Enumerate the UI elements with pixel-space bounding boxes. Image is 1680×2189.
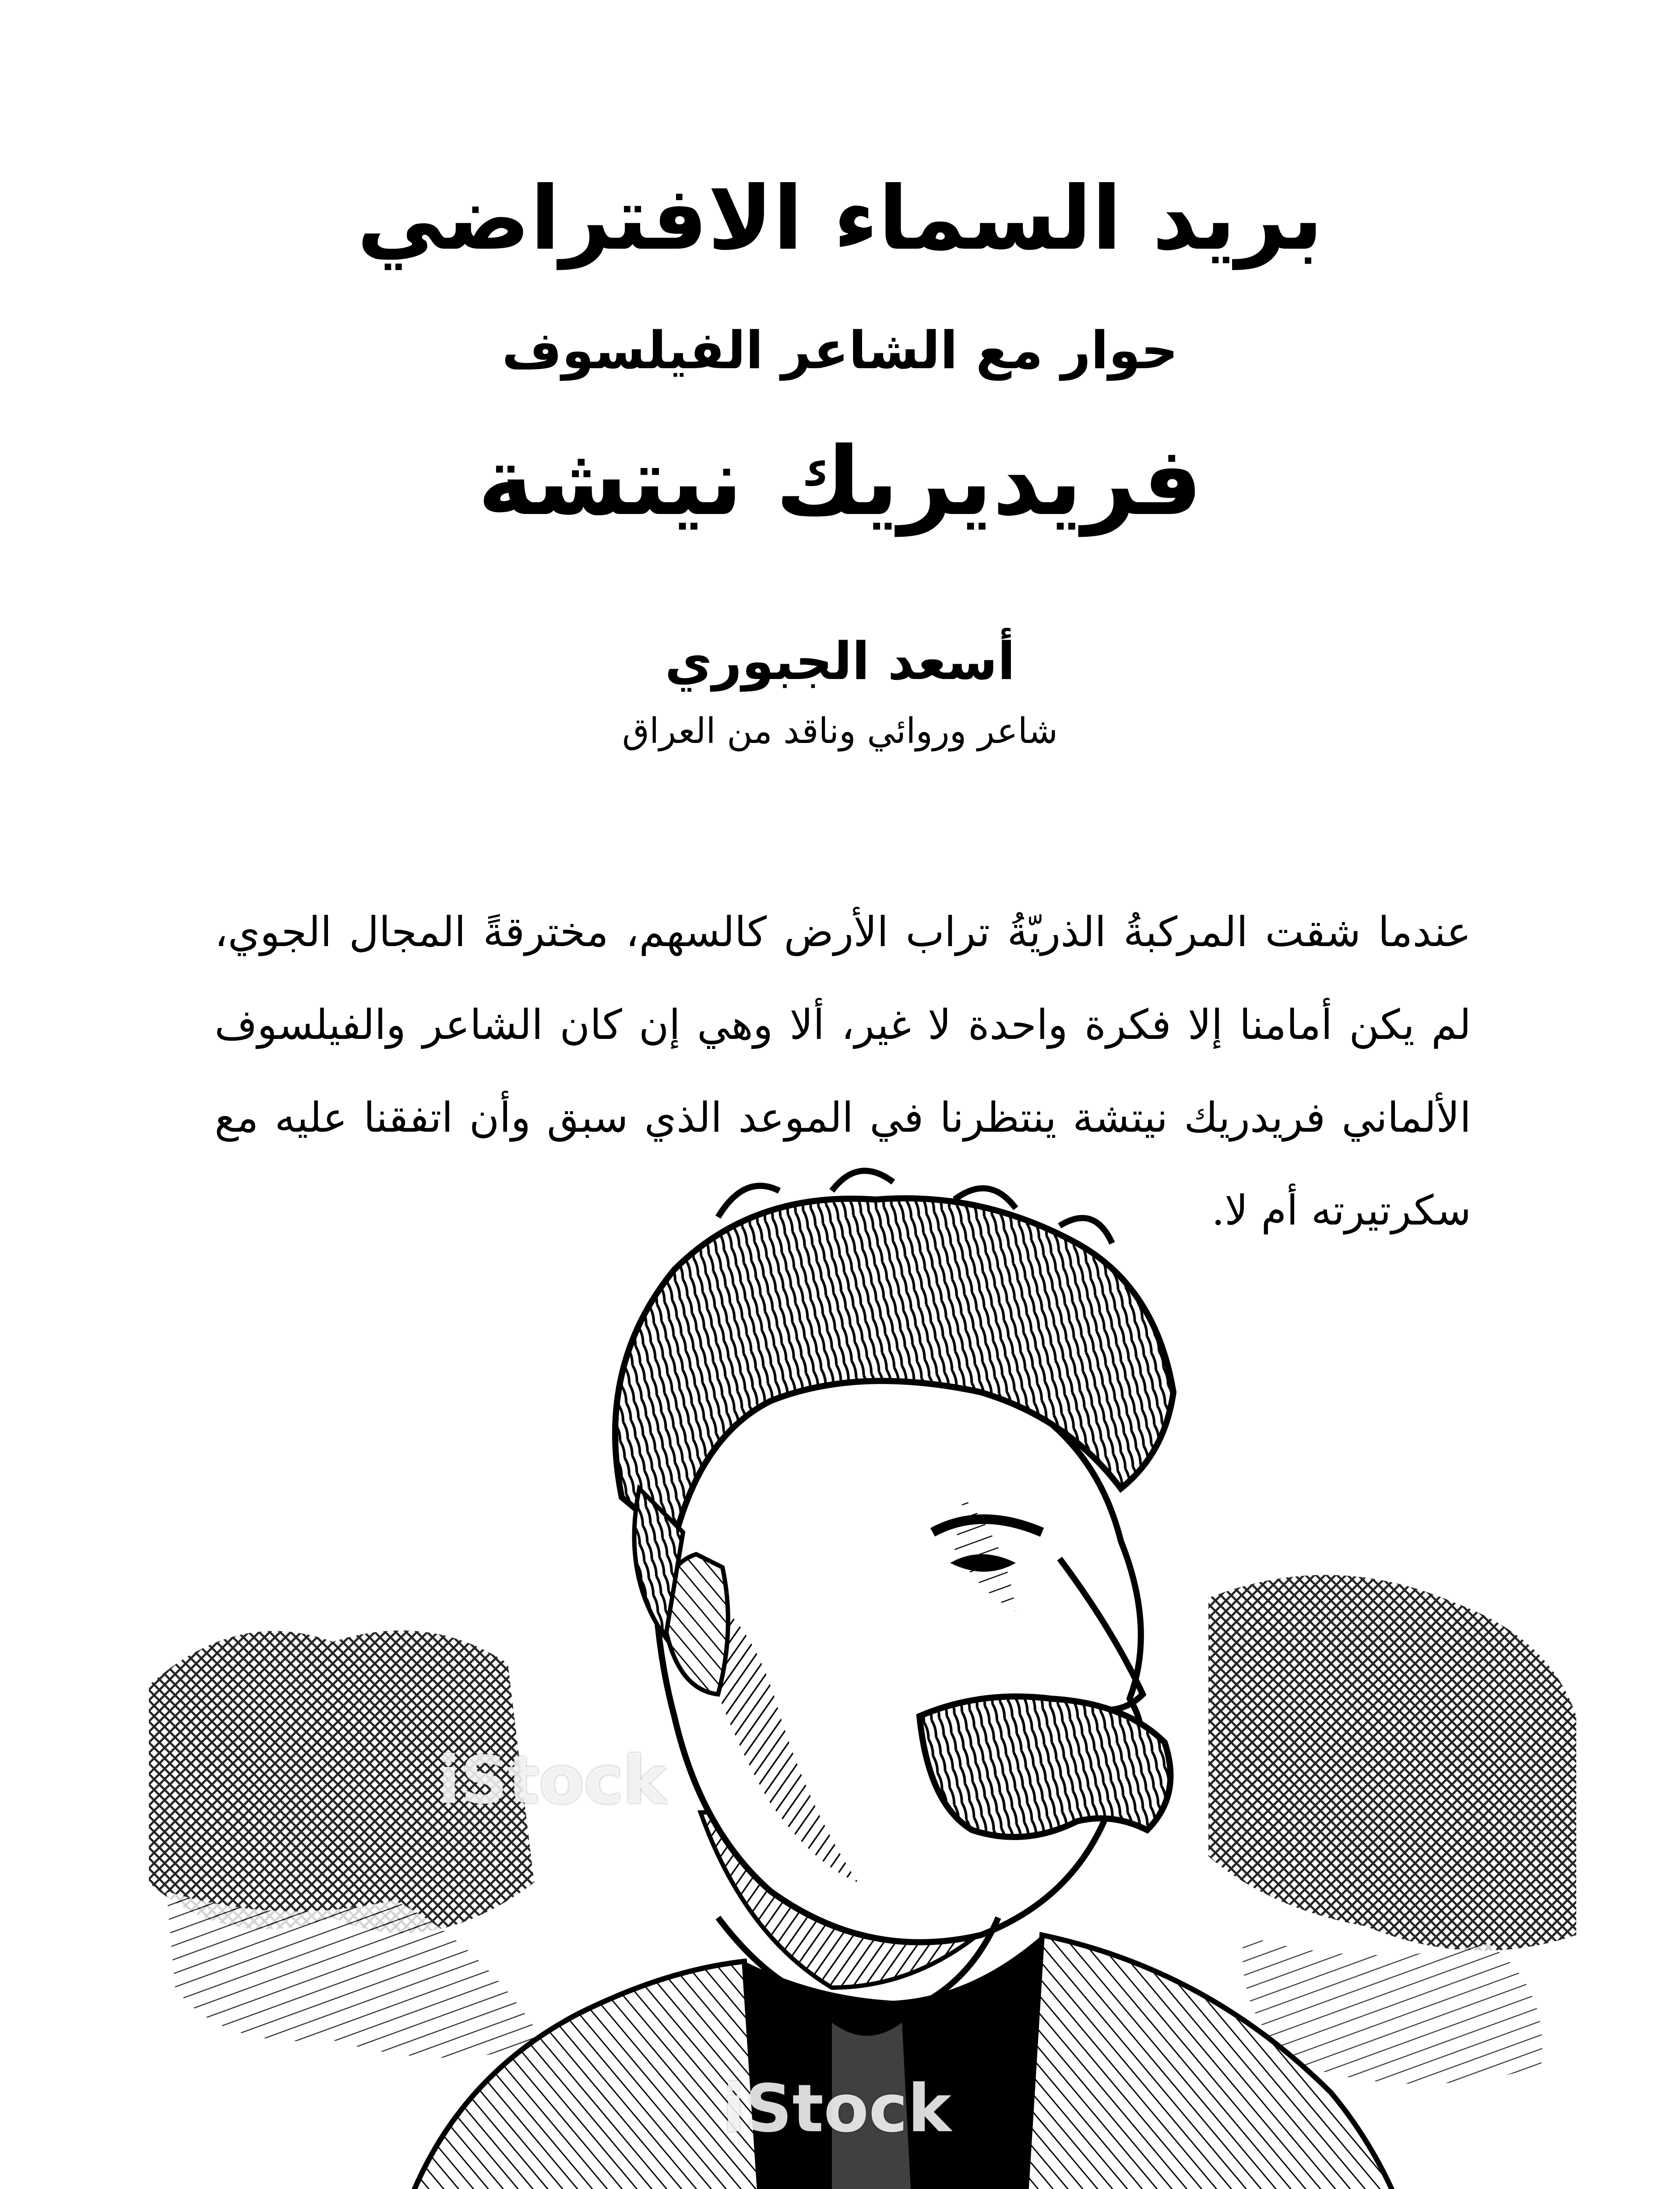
background-hatching-left: [149, 1630, 543, 2058]
portrait-engraving-svg: [149, 1059, 1576, 2189]
author-name: أسعد الجبوري: [665, 631, 1015, 691]
subject-name: فريديريك نيتشة: [477, 426, 1203, 536]
document-subtitle: حوار مع الشاعر الفيلسوف: [502, 320, 1178, 380]
author-description: شاعر وروائي وناقد من العراق: [622, 711, 1058, 751]
stock-watermark-lower: iStock: [722, 2071, 951, 2147]
nietzsche-portrait-illustration: [149, 1059, 1576, 2189]
intro-paragraph: عندما شقت المركبةُ الذريّةُ تراب الأرض كالسهم، مخترقةً المجال الجوي، لم يكن أمامنا إلا فكرة واحدة لا غير، ألا وهي إن كان الشاعر والفيلسوف الألماني فريدريك نيتشة ينتظرنا في الموعد الذي سبق وأن اتفقنا عليه مع سكرتيرته أم لا.: [215, 908, 1471, 1235]
moustache: [919, 1696, 1170, 1837]
stock-watermark-upper: iStock: [438, 1742, 667, 1819]
document-title: بريد السماء الافتراضي: [357, 168, 1323, 270]
background-hatching-right: [1208, 1575, 1576, 2084]
